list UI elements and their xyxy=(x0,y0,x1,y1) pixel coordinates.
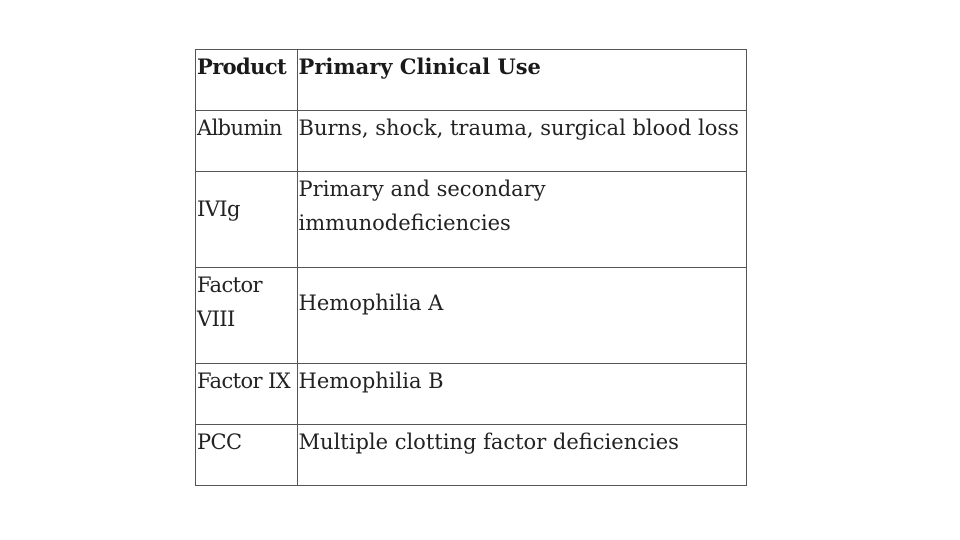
clinical-use-table xyxy=(195,49,747,486)
product-cell: IVIg xyxy=(196,172,298,268)
header-product: Product xyxy=(196,50,298,111)
use-cell: Hemophilia A xyxy=(297,268,746,364)
table-row xyxy=(196,111,747,172)
table-row xyxy=(196,268,747,364)
product-cell: Factor IX xyxy=(196,364,298,425)
use-cell: Multiple clotting factor deficiencies xyxy=(297,425,746,486)
product-cell: Factor VIII xyxy=(196,268,298,364)
use-cell: Hemophilia B xyxy=(297,364,746,425)
table-row xyxy=(196,364,747,425)
product-cell: Albumin xyxy=(196,111,298,172)
table-row xyxy=(196,425,747,486)
product-cell: PCC xyxy=(196,425,298,486)
table-row xyxy=(196,172,747,268)
header-primary-clinical-use: Primary Clinical Use xyxy=(297,50,746,111)
table-header-row xyxy=(196,50,747,111)
use-cell: Primary and secondary immunodeficiencies xyxy=(297,172,746,268)
use-cell: Burns, shock, trauma, surgical blood loss xyxy=(297,111,746,172)
